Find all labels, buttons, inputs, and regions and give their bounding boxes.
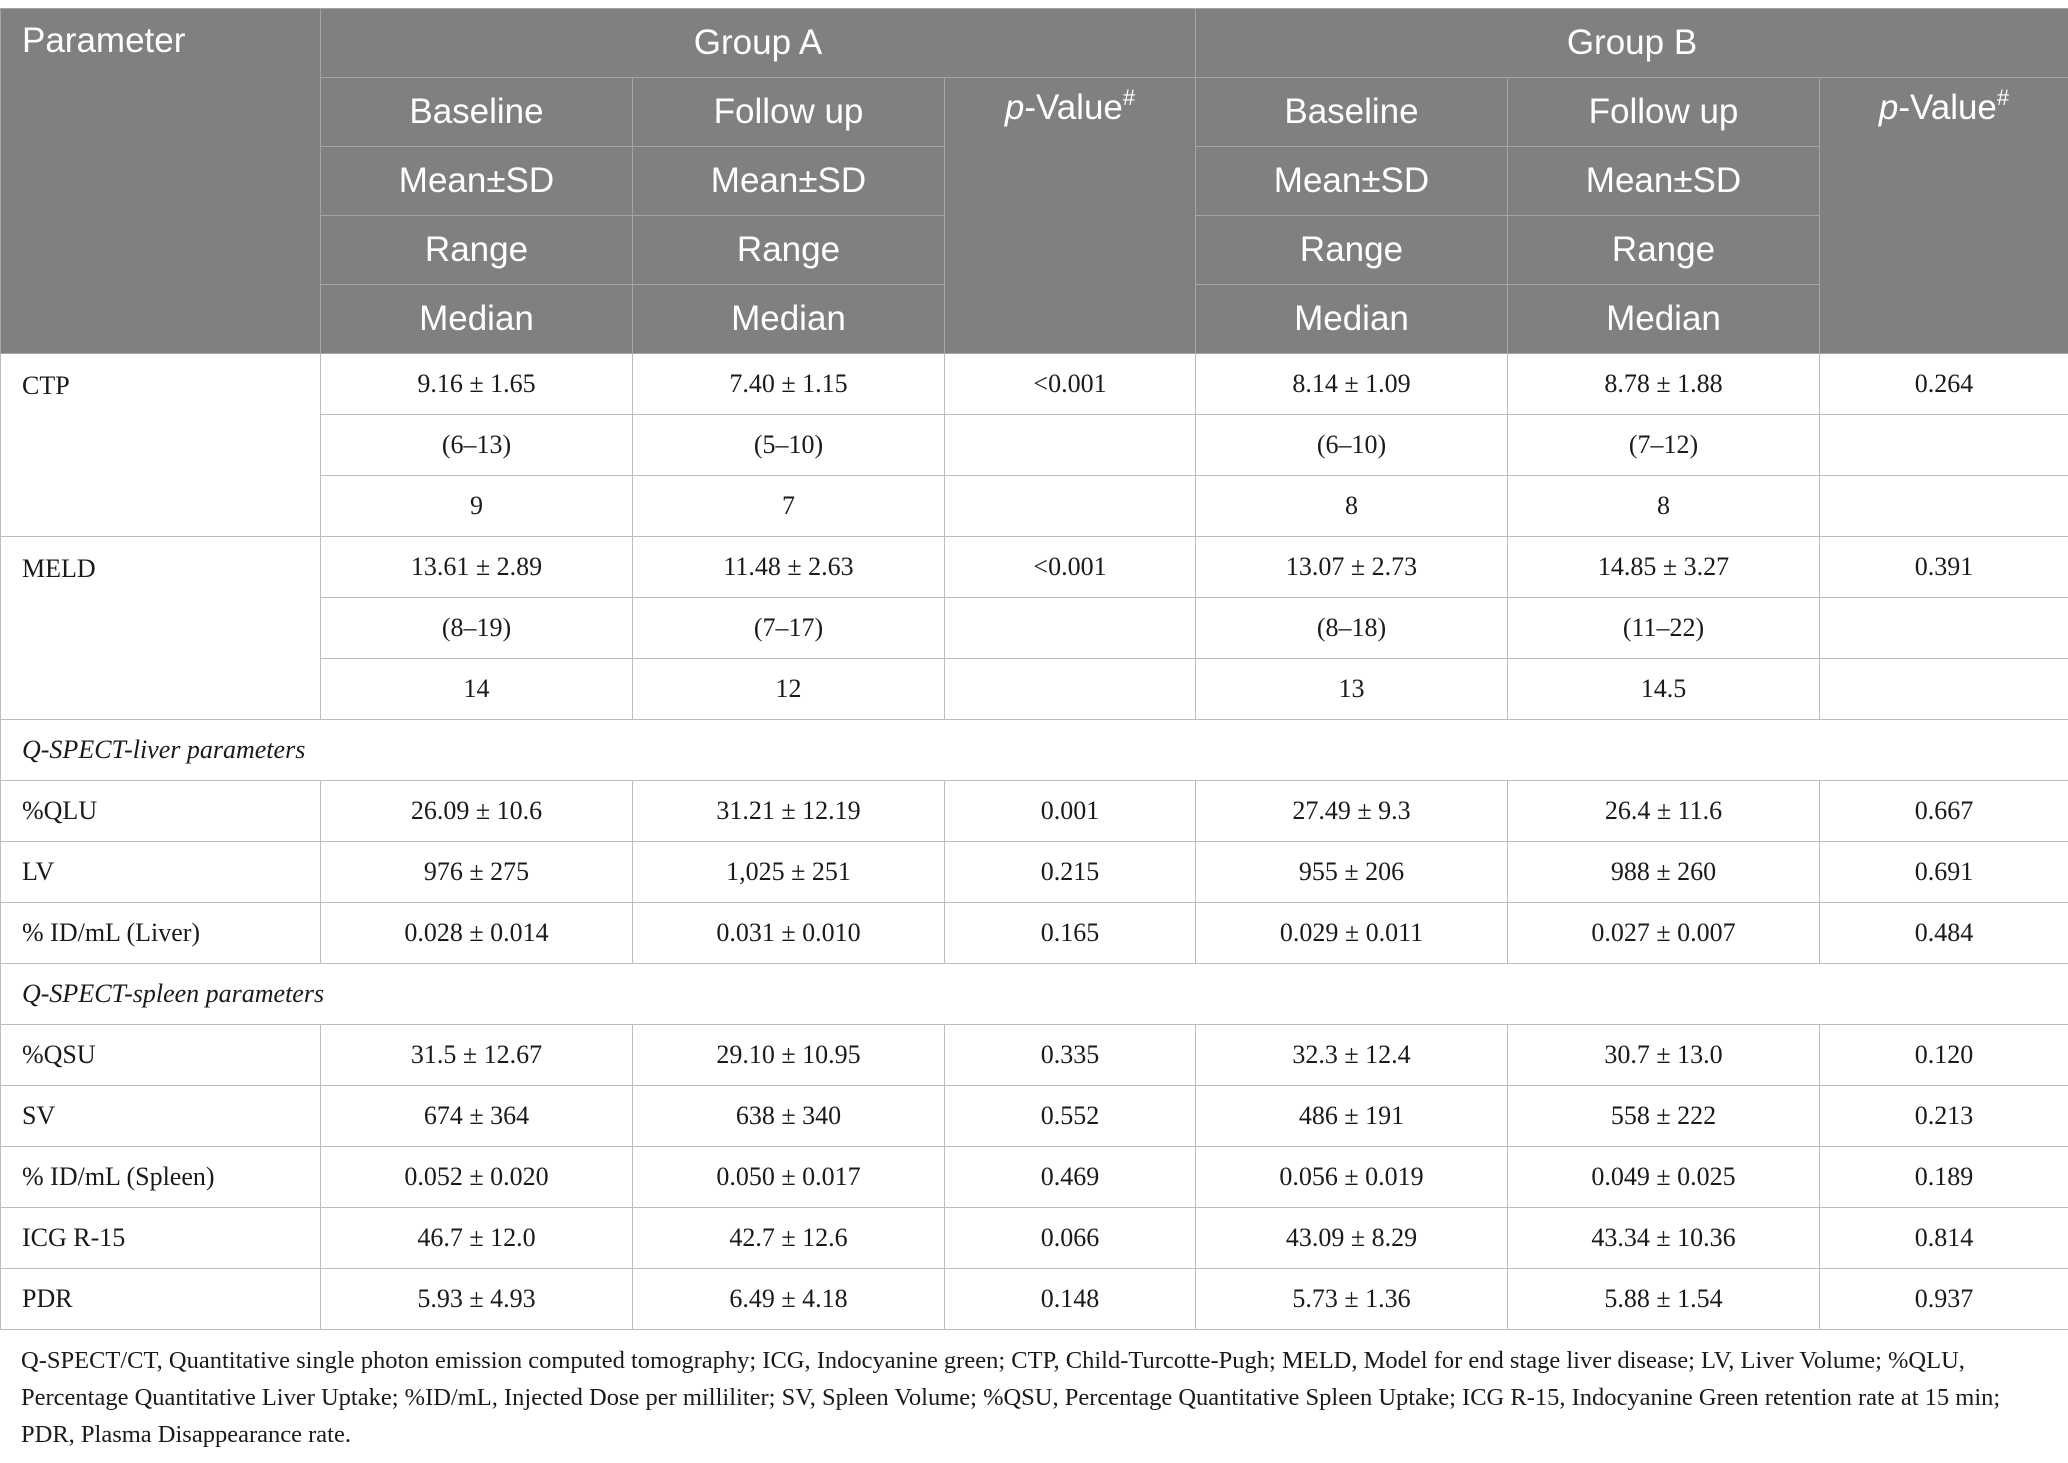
table-cell: 0.001 (945, 781, 1196, 842)
row-label-sv: SV (1, 1086, 321, 1147)
table-cell: 0.691 (1820, 842, 2068, 903)
row-label-id-liver: % ID/mL (Liver) (1, 903, 321, 964)
table-cell: (5–10) (633, 415, 945, 476)
table-row (1, 354, 2068, 415)
table-cell: 0.484 (1820, 903, 2068, 964)
table-cell: 42.7 ± 12.6 (633, 1208, 945, 1269)
row-label-id-spleen: % ID/mL (Spleen) (1, 1147, 321, 1208)
row-label-icg: ICG R-15 (1, 1208, 321, 1269)
header-group-a: Group A (321, 9, 1196, 78)
row-label-qsu: %QSU (1, 1025, 321, 1086)
header-mean-sd: Mean±SD (321, 147, 633, 216)
section-row (1, 964, 2068, 1025)
table-row (1, 1025, 2068, 1086)
row-label-qlu: %QLU (1, 781, 321, 842)
header-mean-sd: Mean±SD (1508, 147, 1820, 216)
table-cell: 8.14 ± 1.09 (1196, 354, 1508, 415)
table-cell: 0.335 (945, 1025, 1196, 1086)
table-cell (1820, 659, 2068, 720)
table-cell: 13 (1196, 659, 1508, 720)
table-cell: <0.001 (945, 537, 1196, 598)
table-cell: <0.001 (945, 354, 1196, 415)
table-cell: 12 (633, 659, 945, 720)
table-cell: 5.88 ± 1.54 (1508, 1269, 1820, 1330)
header-mean-sd: Mean±SD (633, 147, 945, 216)
table-row (1, 1086, 2068, 1147)
table-row (1, 903, 2068, 964)
table-cell: 1,025 ± 251 (633, 842, 945, 903)
header-mean-sd: Mean±SD (1196, 147, 1508, 216)
row-label-lv: LV (1, 842, 321, 903)
table-row (1, 781, 2068, 842)
header-follow-up-a: Follow up (633, 78, 945, 147)
table-cell: 976 ± 275 (321, 842, 633, 903)
table-cell: 27.49 ± 9.3 (1196, 781, 1508, 842)
table-cell (945, 598, 1196, 659)
table-cell: (8–19) (321, 598, 633, 659)
table-cell: 5.73 ± 1.36 (1196, 1269, 1508, 1330)
table-cell: 486 ± 191 (1196, 1086, 1508, 1147)
table-cell: 7 (633, 476, 945, 537)
table-cell: 0.028 ± 0.014 (321, 903, 633, 964)
table-cell (945, 659, 1196, 720)
table-cell: 9.16 ± 1.65 (321, 354, 633, 415)
header-range: Range (1196, 216, 1508, 285)
header-baseline-a: Baseline (321, 78, 633, 147)
table-cell: (6–13) (321, 415, 633, 476)
header-parameter: Parameter (1, 9, 321, 354)
header-p-value-b: p-Value# (1820, 78, 2068, 354)
table-cell: 32.3 ± 12.4 (1196, 1025, 1508, 1086)
table-cell: 674 ± 364 (321, 1086, 633, 1147)
table-cell: (11–22) (1508, 598, 1820, 659)
header-median: Median (1196, 285, 1508, 354)
table-cell: 31.5 ± 12.67 (321, 1025, 633, 1086)
header-group-b: Group B (1196, 9, 2068, 78)
table-row (1, 1269, 2068, 1330)
header-range: Range (1508, 216, 1820, 285)
table-cell: (8–18) (1196, 598, 1508, 659)
table-cell: 5.93 ± 4.93 (321, 1269, 633, 1330)
table-cell: 0.066 (945, 1208, 1196, 1269)
table-cell: 11.48 ± 2.63 (633, 537, 945, 598)
table-row (1, 842, 2068, 903)
table-cell: 29.10 ± 10.95 (633, 1025, 945, 1086)
table-cell (1820, 415, 2068, 476)
table-cell: 0.050 ± 0.017 (633, 1147, 945, 1208)
table-cell: 14.5 (1508, 659, 1820, 720)
header-median: Median (633, 285, 945, 354)
table-cell: 8 (1196, 476, 1508, 537)
table-row (1, 537, 2068, 598)
header-range: Range (321, 216, 633, 285)
table-cell: 0.052 ± 0.020 (321, 1147, 633, 1208)
table-cell: 955 ± 206 (1196, 842, 1508, 903)
table-cell: 0.049 ± 0.025 (1508, 1147, 1820, 1208)
table-cell: 26.4 ± 11.6 (1508, 781, 1820, 842)
header-p-value-a: p-Value# (945, 78, 1196, 354)
table-cell: 638 ± 340 (633, 1086, 945, 1147)
table-cell: 0.120 (1820, 1025, 2068, 1086)
table-cell: 13.07 ± 2.73 (1196, 537, 1508, 598)
section-row (1, 720, 2068, 781)
table-cell: 43.09 ± 8.29 (1196, 1208, 1508, 1269)
table-row (1, 1208, 2068, 1269)
table-cell (945, 476, 1196, 537)
table-cell: 14.85 ± 3.27 (1508, 537, 1820, 598)
table-cell: 30.7 ± 13.0 (1508, 1025, 1820, 1086)
table-cell: 14 (321, 659, 633, 720)
table-header (1, 9, 2068, 354)
table-cell: (7–17) (633, 598, 945, 659)
table-cell (1820, 476, 2068, 537)
table-cell: 988 ± 260 (1508, 842, 1820, 903)
table-cell: 43.34 ± 10.36 (1508, 1208, 1820, 1269)
table-cell: 558 ± 222 (1508, 1086, 1820, 1147)
section-heading-liver: Q-SPECT-liver parameters (1, 720, 2068, 781)
table-cell: 0.391 (1820, 537, 2068, 598)
table-cell: 0.937 (1820, 1269, 2068, 1330)
header-median: Median (321, 285, 633, 354)
row-label-ctp: CTP (1, 354, 321, 537)
table-body (1, 354, 2068, 1330)
table-cell: 0.189 (1820, 1147, 2068, 1208)
table-cell: 13.61 ± 2.89 (321, 537, 633, 598)
table-cell: 0.814 (1820, 1208, 2068, 1269)
table-cell: (6–10) (1196, 415, 1508, 476)
header-range: Range (633, 216, 945, 285)
table-cell: 0.027 ± 0.007 (1508, 903, 1820, 964)
table-cell: 7.40 ± 1.15 (633, 354, 945, 415)
row-label-meld: MELD (1, 537, 321, 720)
table-cell: 0.031 ± 0.010 (633, 903, 945, 964)
table-cell: 0.667 (1820, 781, 2068, 842)
header-follow-up-b: Follow up (1508, 78, 1820, 147)
header-median: Median (1508, 285, 1820, 354)
table-cell: 26.09 ± 10.6 (321, 781, 633, 842)
comparison-table (0, 8, 2068, 1330)
table-cell: 0.469 (945, 1147, 1196, 1208)
table-cell: 31.21 ± 12.19 (633, 781, 945, 842)
table-cell (1820, 598, 2068, 659)
table-cell: (7–12) (1508, 415, 1820, 476)
table-cell (945, 415, 1196, 476)
table-cell: 0.213 (1820, 1086, 2068, 1147)
table-cell: 0.165 (945, 903, 1196, 964)
table-cell: 0.056 ± 0.019 (1196, 1147, 1508, 1208)
table-cell: 0.029 ± 0.011 (1196, 903, 1508, 964)
table-cell: 0.148 (945, 1269, 1196, 1330)
section-heading-spleen: Q-SPECT-spleen parameters (1, 964, 2068, 1025)
table-cell: 8 (1508, 476, 1820, 537)
table-cell: 9 (321, 476, 633, 537)
table-footnote: Q-SPECT/CT, Quantitative single photon emission computed tomography; ICG, Indocyanine green; CTP, Child-Turcotte-Pugh; MELD, Model for end stage liver disease; LV, Liver Volume; %QLU, Percentage Quantitative Liver Uptake; %ID/mL, Injected Dose per milliliter; SV, Spleen Volume; %QSU, Percentage Quantitative Spleen Uptake; ICG R-15, Indocyanine Green retention rate at 15 min; PDR, Plasma Disappearance rate. (21, 1347, 2001, 1448)
table-cell: 6.49 ± 4.18 (633, 1269, 945, 1330)
table-cell: 8.78 ± 1.88 (1508, 354, 1820, 415)
table-cell: 0.552 (945, 1086, 1196, 1147)
table-cell: 0.264 (1820, 354, 2068, 415)
table-row (1, 1147, 2068, 1208)
row-label-pdr: PDR (1, 1269, 321, 1330)
table-cell: 0.215 (945, 842, 1196, 903)
header-baseline-b: Baseline (1196, 78, 1508, 147)
table-cell: 46.7 ± 12.0 (321, 1208, 633, 1269)
